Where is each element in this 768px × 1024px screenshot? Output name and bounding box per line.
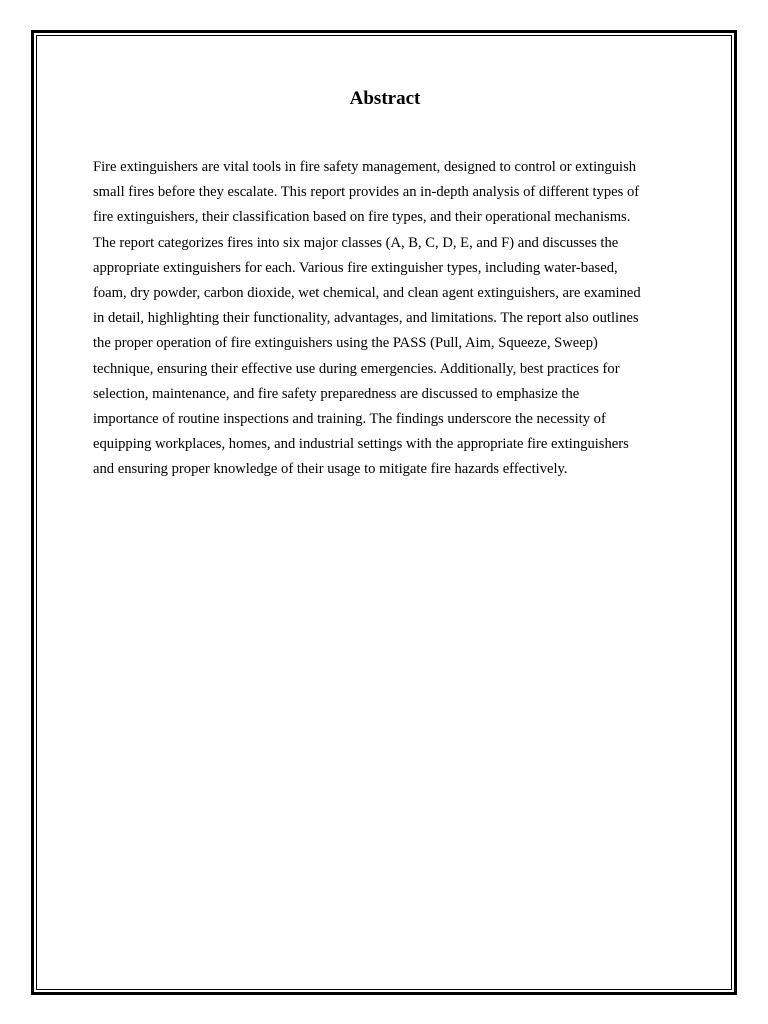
paragraph-line: The report categorizes fires into six major classes (A, B, C, D, E, and F) and discusses the (93, 234, 619, 251)
paragraph-line: the proper operation of fire extinguishers using the PASS (Pull, Aim, Squeeze, Sweep) (93, 335, 598, 352)
document-content (93, 84, 677, 483)
paragraph-line: technique, ensuring their effective use during emergencies. Additionally, best practices for (93, 360, 620, 377)
paragraph-line: importance of routine inspections and training. The findings underscore the necessity of (93, 411, 606, 428)
abstract-title: Abstract (349, 88, 421, 109)
paragraph-line: foam, dry powder, carbon dioxide, wet chemical, and clean agent extinguishers, are examined (93, 285, 641, 302)
paragraph-line: and ensuring proper knowledge of their usage to mitigate fire hazards effectively. (93, 461, 568, 478)
paragraph-line: small fires before they escalate. This report provides an in-depth analysis of different types of (93, 184, 640, 201)
paragraph-line: fire extinguishers, their classification based on fire types, and their operational mechanisms. (93, 209, 631, 226)
paragraph-line: in detail, highlighting their functionality, advantages, and limitations. The report also outlines (93, 310, 639, 327)
paragraph-line: appropriate extinguishers for each. Various fire extinguisher types, including water-based, (93, 259, 618, 276)
abstract-paragraph (93, 155, 677, 483)
paragraph-line: Fire extinguishers are vital tools in fire safety management, designed to control or extinguish (93, 159, 637, 175)
paragraph-line: equipping workplaces, homes, and industrial settings with the appropriate fire extinguishers (93, 436, 629, 453)
paragraph-line: selection, maintenance, and fire safety preparedness are discussed to emphasize the (93, 385, 580, 402)
